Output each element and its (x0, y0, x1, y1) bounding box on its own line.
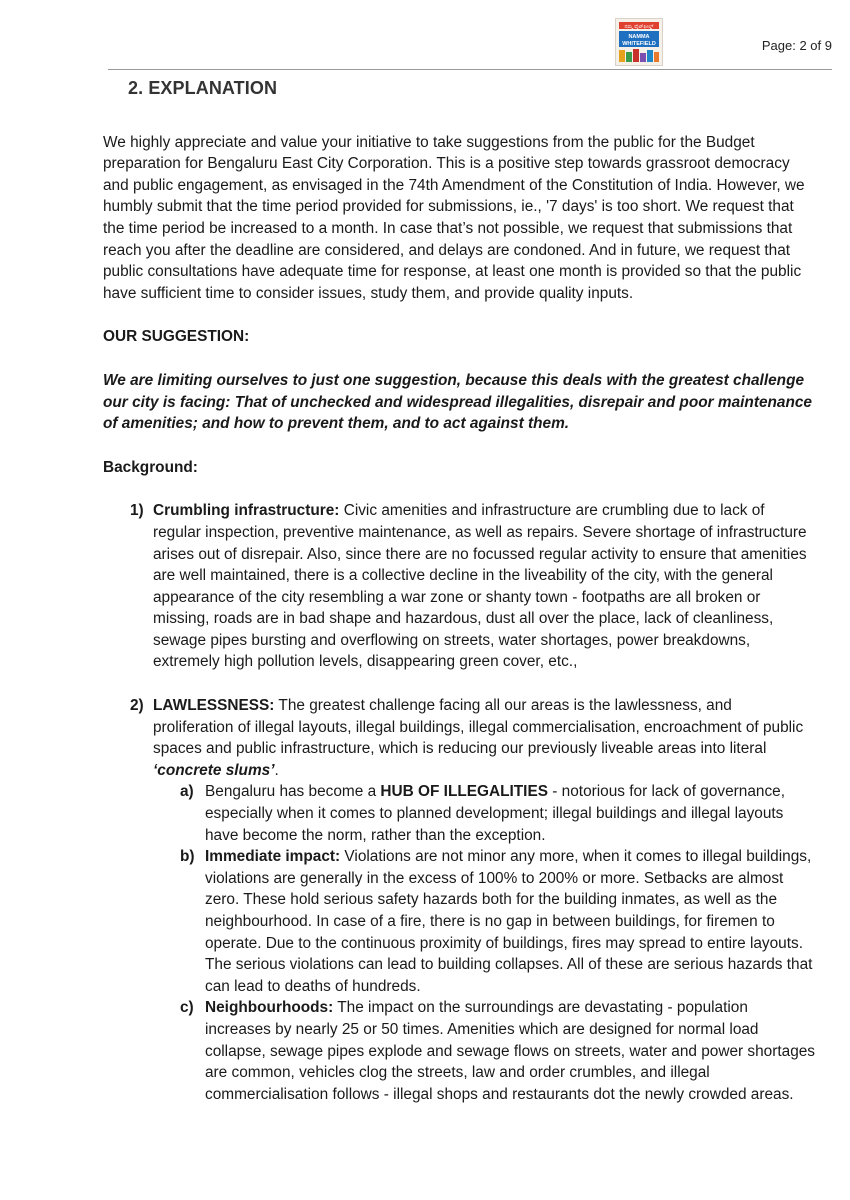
sub-bold: Immediate impact: (205, 848, 341, 866)
intro-paragraph: We highly appreciate and value your initiative to take suggestions from the public for the Budget preparation for Bengaluru East City Corporation. This is a positive step towards grassroot democracy and public engagement, as envisaged in the 74th Amendment of the Constitution of India. However, we humbly submit that the time period provided for submissions, ie., '7 days' is too short. We request that the time period be increased to a month. In case that’s not possible, we request that submissions that reach you after the deadline are considered, and delays are condoned. And in future, we request that public consultations have adequate time for response, at least one month is provided so that the public have sufficient time to consider issues, study them, and provide quality inputs. (103, 133, 805, 302)
namma-whitefield-logo (615, 18, 663, 66)
item-title: LAWLESSNESS: (153, 697, 275, 715)
sub-letter: a) (180, 783, 194, 801)
item-tail: . (274, 761, 279, 779)
suggestion-heading: OUR SUGGESTION: (103, 328, 250, 346)
sub-text-pre: Bengaluru has become a (205, 783, 381, 801)
page-number: Page: 2 of 9 (761, 38, 832, 53)
sub-text-post: The impact on the surroundings are devastating - population increases by nearly 25 or 50 times. Amenities which are designed for normal load collapse, sewage pipes explode and sewage flows on streets, water and power shortages are common, vehicles clog the streets, law and order crumbles, and illegal commercialisation follows - illegal shops and restaurants dot the newly crowded areas. (205, 999, 816, 1103)
background-heading: Background: (103, 458, 198, 476)
item-text: The greatest challenge facing all our areas is the lawlessness, and proliferation of illegal layouts, illegal buildings, illegal commercialisation, encroachment of public spaces and public infrastructure, which is reducing our previously liveable areas into literal (153, 697, 804, 758)
header-divider (108, 69, 832, 70)
suggestion-text: We are limiting ourselves to just one suggestion, because this deals with the greatest challenge our city is facing: That of unchecked and widespread illegalities, disrepair and poor maintenance of amenities; and how to prevent them, and to act against them. (103, 371, 812, 433)
logo-text-namma: NAMMA (628, 34, 650, 40)
list-number: 2) (130, 697, 144, 715)
document-body (103, 78, 815, 1105)
section-title: 2. EXPLANATION (128, 78, 278, 98)
logo-kannada-text: ನಮ್ಮ ವೈಟ್‌ಫೀಲ್ಡ್ (624, 24, 654, 30)
list-item-crumbling-infrastructure (103, 500, 815, 673)
sub-item-hub-of-illegalities (103, 781, 815, 846)
list-item-lawlessness (103, 695, 815, 781)
sub-text-post: - notorious for lack of governance, especially when it comes to planned development; illegal buildings and illegal layouts have become the norm, rather than the exception. (205, 783, 785, 844)
item-text: Civic amenities and infrastructure are crumbling due to lack of regular inspection, preventive maintenance, as well as repairs. Severe shortage of infrastructure arises out of disrepair. Also, since there are no focussed regular activity to ensure that amenities are well maintained, there is a collective decline in the liveability of the city, with the general appearance of the city resembling a war zone or shanty town - footpaths are all broken or missing, roads are in bad shape and hazardous, dust all over the place, lack of cleanliness, sewage pipes bursting and overflowing on streets, water shortages, power breakdowns, extremely high pollution levels, disappearing green cover, etc., (153, 502, 807, 671)
sub-item-immediate-impact (103, 846, 815, 997)
sub-letter: c) (180, 999, 194, 1017)
sub-bold: HUB OF ILLEGALITIES (380, 783, 548, 801)
sub-bold: Neighbourhoods: (205, 999, 334, 1017)
logo-text-whitefield: WHITEFIELD (622, 41, 656, 47)
item-title: Crumbling infrastructure: (153, 502, 340, 520)
sub-item-neighbourhoods (103, 997, 815, 1105)
list-number: 1) (130, 502, 144, 520)
item-emphasis: ‘concrete slums’ (153, 761, 275, 779)
sub-letter: b) (180, 848, 195, 866)
sub-text-post: Violations are not minor any more, when it comes to illegal buildings, violations are generally in the excess of 100% to 200% or more. Setbacks are almost zero. These hold serious safety hazards both for the building inmates, as well as the neighbourhood. In case of a fire, there is no gap in between buildings, for firemen to operate. Due to the continuous proximity of buildings, fires may spread to entire layouts. The serious violations can lead to building collapses. All of these are serious hazards that can lead to deaths of hundreds. (205, 848, 813, 995)
